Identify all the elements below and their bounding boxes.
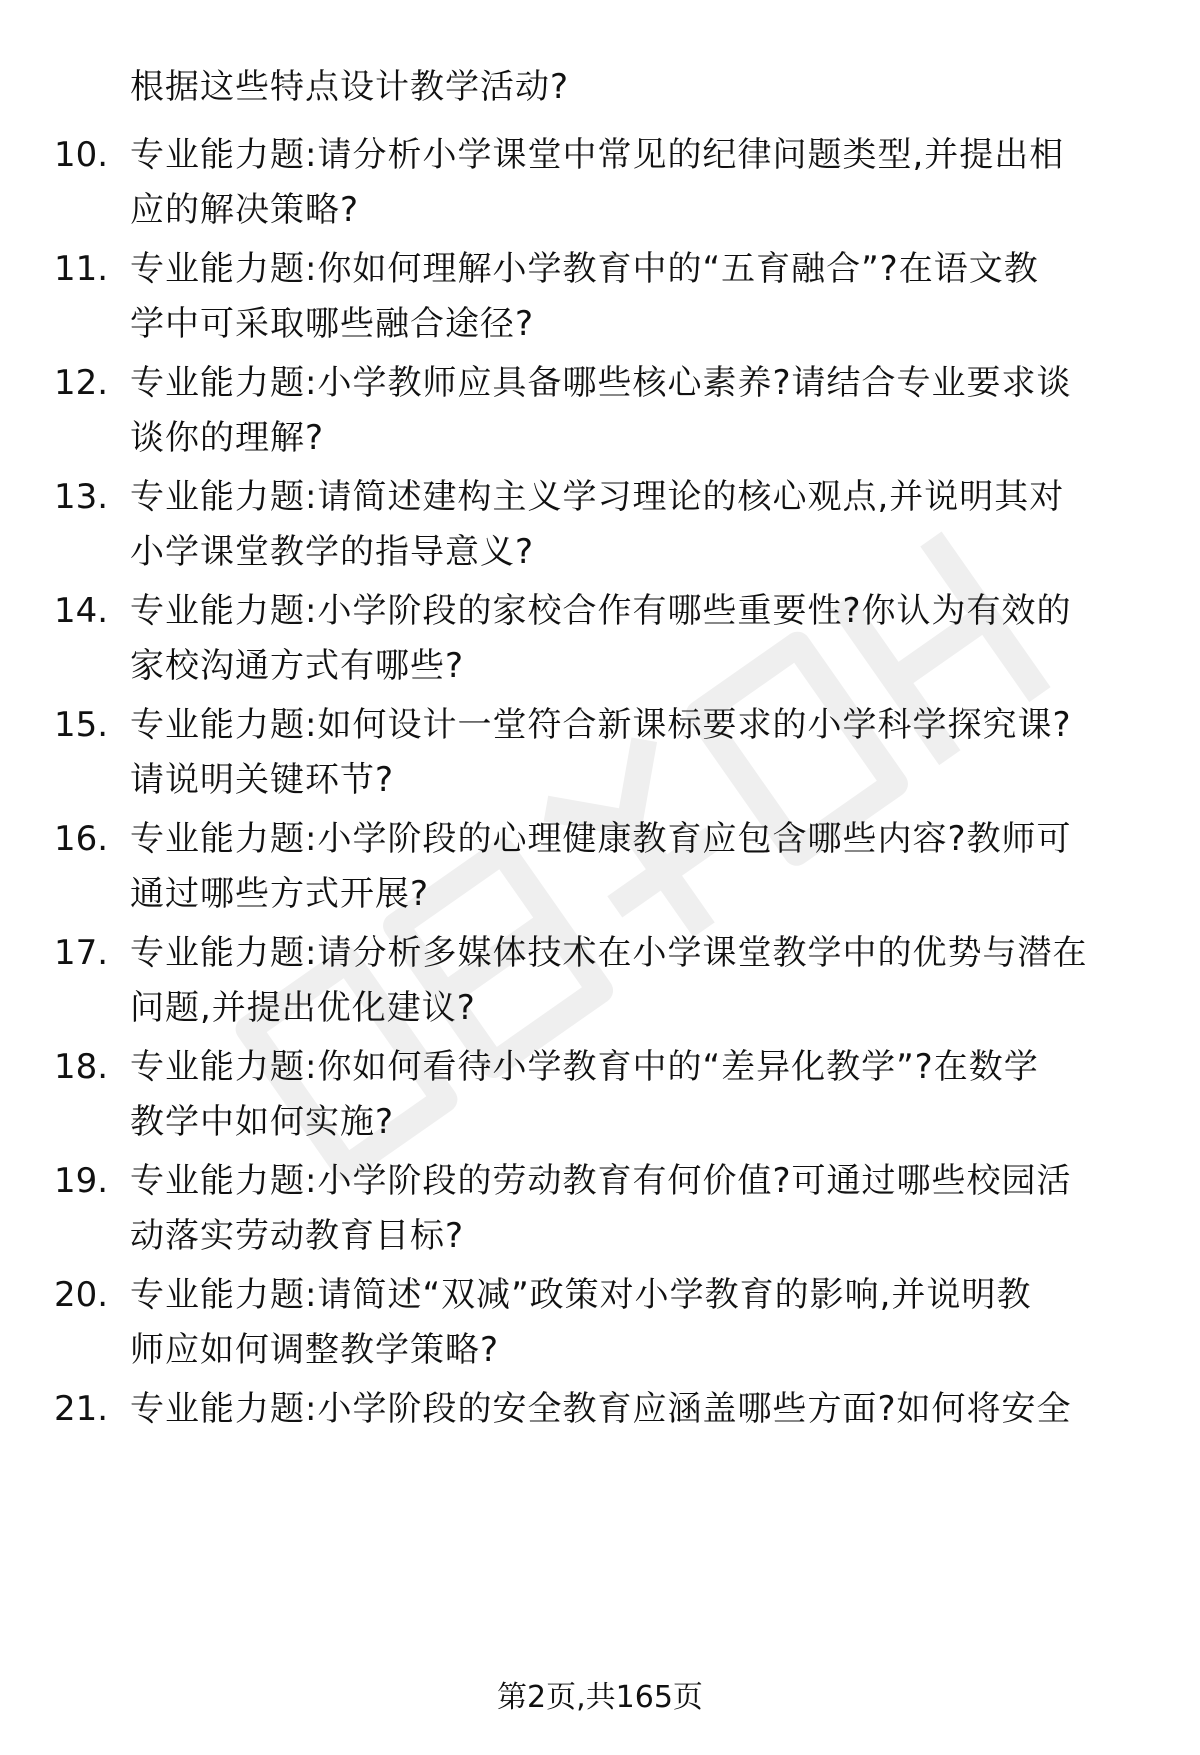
- question-text-line1: 专业能力题:请分析小学课堂中常见的纪律问题类型,并提出相: [130, 135, 1065, 175]
- question-text-line1: 专业能力题:请简述“双减”政策对小学教育的影响,并说明教: [130, 1275, 1032, 1315]
- question-text-line2: 应的解决策略?: [130, 190, 360, 230]
- question-number: 16.: [54, 819, 109, 859]
- question-item-13: [0, 472, 1200, 582]
- question-text-line1: 专业能力题:你如何理解小学教育中的“五育融合”?在语文教: [130, 249, 1039, 289]
- question-item-10: [0, 130, 1200, 240]
- question-text-line2: 家校沟通方式有哪些?: [130, 646, 465, 686]
- question-number: 19.: [54, 1161, 109, 1201]
- question-item-14: [0, 586, 1200, 696]
- question-number: 13.: [54, 477, 109, 517]
- question-text-line2: 通过哪些方式开展?: [130, 874, 430, 914]
- question-item-15: [0, 700, 1200, 810]
- question-item-20: [0, 1270, 1200, 1380]
- question-item-12: [0, 358, 1200, 468]
- question-text-line2: 问题,并提出优化建议?: [130, 988, 476, 1028]
- question-text-line2: 请说明关键环节?: [130, 760, 395, 800]
- question-number: 17.: [54, 933, 109, 973]
- question-item-11: [0, 244, 1200, 354]
- question-number: 14.: [54, 591, 109, 631]
- question-text-line1: 专业能力题:小学阶段的劳动教育有何价值?可通过哪些校园活: [130, 1161, 1072, 1201]
- continuation-text: 根据这些特点设计教学活动?: [130, 67, 570, 107]
- question-number: 11.: [54, 249, 109, 289]
- question-item-17: [0, 928, 1200, 1038]
- question-text-line1: 专业能力题:如何设计一堂符合新课标要求的小学科学探究课?: [130, 705, 1072, 745]
- question-number: 20.: [54, 1275, 109, 1315]
- question-text-line1: 专业能力题:你如何看待小学教育中的“差异化教学”?在数学: [130, 1047, 1039, 1087]
- question-number: 18.: [54, 1047, 109, 1087]
- question-text-line1: 专业能力题:请分析多媒体技术在小学课堂教学中的优势与潜在: [130, 933, 1088, 973]
- question-item-21: [0, 1384, 1200, 1494]
- question-text-line2: 动落实劳动教育目标?: [130, 1216, 465, 1256]
- question-text-line2: 谈你的理解?: [130, 418, 325, 458]
- question-text-line1: 专业能力题:小学阶段的安全教育应涵盖哪些方面?如何将安全: [130, 1389, 1072, 1429]
- question-text-line2: 学中可采取哪些融合途径?: [130, 304, 535, 344]
- question-item-19: [0, 1156, 1200, 1266]
- question-number: 21.: [54, 1389, 109, 1429]
- question-text-line1: 专业能力题:小学阶段的心理健康教育应包含哪些内容?教师可: [130, 819, 1072, 859]
- question-text-line1: 专业能力题:请简述建构主义学习理论的核心观点,并说明其对: [130, 477, 1065, 517]
- question-number: 15.: [54, 705, 109, 745]
- question-number: 10.: [54, 135, 109, 175]
- question-item-18: [0, 1042, 1200, 1152]
- question-text-line2: 小学课堂教学的指导意义?: [130, 532, 535, 572]
- question-item-16: [0, 814, 1200, 924]
- page-footer: 第2页,共165页: [497, 1680, 703, 1715]
- question-text-line2: 师应如何调整教学策略?: [130, 1330, 500, 1370]
- question-text-line1: 专业能力题:小学教师应具备哪些核心素养?请结合专业要求谈: [130, 363, 1072, 403]
- question-number: 12.: [54, 363, 109, 403]
- question-text-line1: 专业能力题:小学阶段的家校合作有哪些重要性?你认为有效的: [130, 591, 1072, 631]
- question-text-line2: 教学中如何实施?: [130, 1102, 395, 1142]
